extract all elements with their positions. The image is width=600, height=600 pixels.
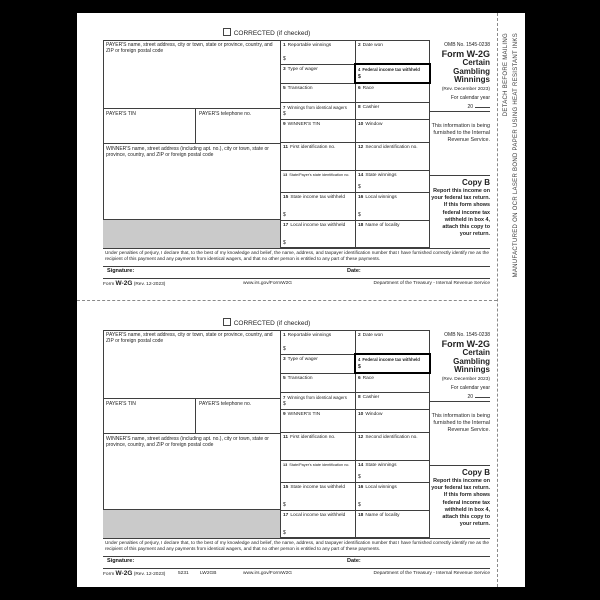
- box-9-winners-tin: [280, 409, 355, 432]
- box-label: Race: [362, 375, 374, 381]
- box-2-date-won: [355, 40, 430, 64]
- box-4-federal-income-tax-withheld: [354, 63, 431, 84]
- form-w2g-copy-top: [77, 28, 525, 298]
- payer-telephone-label: PAYER'S telephone no.: [199, 400, 252, 407]
- signature-top-line: [103, 266, 490, 267]
- box-number: 18: [358, 512, 364, 518]
- box-3-type-of-wager: [280, 64, 355, 83]
- box-label: State/Payer's state identification no.: [289, 172, 350, 177]
- calendar-year-label: For calendar year: [450, 94, 490, 101]
- omb-number: OMB No. 1545-0238: [444, 332, 490, 338]
- box-number: 17: [283, 222, 289, 228]
- form-name: Form W-2G: [441, 49, 490, 59]
- dollar-sign: $: [358, 184, 361, 191]
- box-number: 14: [358, 172, 364, 178]
- manufactured-paper-text: MANUFACTURED ON OCR LASER BOND PAPER USING HEAT RESISTANT INKS: [512, 33, 519, 278]
- box-number: 7: [283, 394, 286, 400]
- winner-name-address-label: WINNER'S name, street address (including apt. no.), city or town, state or province, country, and ZIP or foreign postal code: [106, 145, 269, 158]
- box-5-transaction: [280, 83, 355, 102]
- year-blank-line: [475, 102, 490, 108]
- form-sheet-page: [77, 13, 525, 587]
- form-revision: (Rev. December 2023): [441, 86, 490, 92]
- side-stub-text: [502, 33, 522, 283]
- footer-form-word: Form: [103, 572, 115, 577]
- box-number: 14: [358, 462, 364, 468]
- box-1-reportable-winnings: [280, 330, 355, 354]
- box-17-local-income-tax-withheld: [280, 220, 355, 248]
- payer-name-address-box: [103, 40, 280, 108]
- box-1-reportable-winnings: [280, 40, 355, 64]
- box-label: State income tax withheld: [290, 484, 346, 490]
- form-name: Form W-2G: [441, 339, 490, 349]
- copy-b-instructions: Report this income on your federal tax return. If this form shows federal income tax withheld in box 4, attach this copy to your return.: [431, 188, 490, 238]
- box-number: 3: [283, 66, 286, 72]
- payer-tin-box: [103, 108, 195, 143]
- box-13-state-payer-id: [280, 460, 355, 482]
- year-blank-line: [475, 392, 490, 398]
- box-label: Federal income tax withheld: [362, 356, 420, 362]
- box-label: Type of wager: [287, 356, 318, 362]
- dollar-sign: $: [358, 474, 361, 481]
- box-13-state-payer-id: [280, 170, 355, 192]
- calendar-year-label: For calendar year: [450, 384, 490, 391]
- box-label: Reportable winnings: [287, 332, 332, 338]
- box-number: 11: [283, 144, 289, 150]
- perforation-line-vertical: [497, 13, 498, 587]
- box-11-first-identification: [280, 432, 355, 460]
- box-7-winnings-identical-wagers: [280, 102, 355, 119]
- box-number: 12: [358, 144, 364, 150]
- box-label: Name of locality: [365, 222, 400, 228]
- box-label: First identification no.: [290, 144, 336, 150]
- box-label: Local winnings: [365, 194, 397, 200]
- footer-department: Department of the Treasury - Internal Revenue Service: [373, 281, 490, 286]
- box-number: 8: [358, 394, 361, 400]
- payer-name-address-label: PAYER'S name, street address, city or town, state or province, country, and ZIP or foreign postal code: [106, 41, 273, 54]
- box-6-race: [355, 373, 430, 392]
- box-number: 16: [358, 484, 364, 490]
- box-number: 9: [283, 121, 286, 127]
- payer-name-address-box: [103, 330, 280, 398]
- box-label: Winnings from identical wagers: [287, 104, 347, 110]
- footer-form-number: W-2G: [115, 280, 133, 287]
- detach-before-mailing-text: DETACH BEFORE MAILING: [503, 33, 509, 117]
- form-header-column: [430, 330, 490, 400]
- form-header-column: [430, 40, 490, 110]
- payer-telephone-box: [195, 108, 280, 143]
- box-5-transaction: [280, 373, 355, 392]
- box-number: 7: [283, 104, 286, 110]
- box-15-state-income-tax-withheld: [280, 192, 355, 220]
- signature-label: Signature:: [107, 268, 135, 274]
- footer-irs-url: www.irs.gov/FormW2G: [243, 281, 293, 286]
- box-number: 13: [283, 462, 288, 467]
- form-title: Certain Gambling Winnings: [453, 58, 490, 84]
- box-label: Date won: [362, 332, 383, 338]
- box-label: Second identification no.: [365, 434, 418, 440]
- box-label: State/Payer's state identification no.: [289, 462, 350, 467]
- box-label: Local winnings: [365, 484, 397, 490]
- box-2-date-won: [355, 330, 430, 354]
- winner-name-address-label: WINNER'S name, street address (including apt. no.), city or town, state or province, country, and ZIP or foreign postal code: [106, 435, 269, 448]
- box-15-state-income-tax-withheld: [280, 482, 355, 510]
- box-14-state-winnings: [355, 170, 430, 192]
- box-label: WINNER'S TIN: [287, 121, 321, 127]
- footer-form-revision: (Rev. 12-2023): [133, 282, 166, 287]
- box-12-second-identification: [355, 432, 430, 460]
- dollar-sign: $: [358, 74, 361, 81]
- signature-bottom-line: [103, 568, 490, 569]
- dollar-sign: $: [283, 401, 286, 408]
- box-6-race: [355, 83, 430, 102]
- box-3-type-of-wager: [280, 354, 355, 373]
- box-number: 15: [283, 194, 289, 200]
- box-label: Transaction: [287, 375, 313, 381]
- box-number: 4: [358, 66, 361, 72]
- box-7-winnings-identical-wagers: [280, 392, 355, 409]
- table-bottom-line: [103, 248, 490, 249]
- footer-print-code-2: LW2GB: [200, 571, 217, 576]
- box-number: 13: [283, 172, 288, 177]
- dollar-sign: $: [283, 212, 286, 219]
- footer-form-id: [103, 280, 165, 287]
- box-16-local-winnings: [355, 192, 430, 220]
- copy-b-instructions: Report this income on your federal tax return. If this form shows federal income tax withheld in box 4, attach this copy to your return.: [431, 478, 490, 528]
- omb-number: OMB No. 1545-0238: [444, 42, 490, 48]
- box-label: Window: [365, 121, 383, 127]
- box-label: Transaction: [287, 85, 313, 91]
- right-column-divider: [429, 465, 490, 466]
- signature-label: Signature:: [107, 558, 135, 564]
- box-label: Cashier: [362, 394, 380, 400]
- box-number: 5: [283, 85, 286, 91]
- corrected-checkbox: [223, 28, 231, 36]
- box-number: 5: [283, 375, 286, 381]
- box-14-state-winnings: [355, 460, 430, 482]
- payer-name-address-label: PAYER'S name, street address, city or town, state or province, country, and ZIP or foreign postal code: [106, 331, 273, 344]
- box-number: 15: [283, 484, 289, 490]
- box-11-first-identification: [280, 142, 355, 170]
- perjury-statement: Under penalties of perjury, I declare that, to the best of my knowledge and belief, the name, address, and taxpayer identification number that I have furnished correctly identify me as the recipient of this payment and any payments from identical wagers, and that no other person is entitled to any part of these payments.: [105, 540, 489, 551]
- box-number: 1: [283, 42, 286, 48]
- box-label: Cashier: [362, 104, 380, 110]
- dollar-sign: $: [358, 364, 361, 371]
- box-number: 18: [358, 222, 364, 228]
- box-label: State winnings: [365, 172, 397, 178]
- box-number: 2: [358, 42, 361, 48]
- footer-form-word: Form: [103, 282, 115, 287]
- box-number: 10: [358, 411, 364, 417]
- furnish-note: This information is being furnished to the Internal Revenue Service.: [431, 123, 490, 144]
- box-number: 2: [358, 332, 361, 338]
- winner-name-address-box: [103, 433, 280, 509]
- footer-department: Department of the Treasury - Internal Revenue Service: [373, 571, 490, 576]
- form-w2g-copy-bottom: [77, 318, 525, 588]
- date-label: Date:: [347, 558, 361, 564]
- box-10-window: [355, 409, 430, 432]
- box-label: Second identification no.: [365, 144, 418, 150]
- box-12-second-identification: [355, 142, 430, 170]
- year-prefix: 20: [467, 393, 473, 400]
- box-label: First identification no.: [290, 434, 336, 440]
- shaded-reserved-box: [103, 219, 280, 248]
- dollar-sign: $: [358, 212, 361, 219]
- dollar-sign: $: [283, 346, 286, 353]
- dollar-sign: $: [283, 502, 286, 509]
- corrected-label: CORRECTED (if checked): [233, 320, 311, 327]
- footer-form-id: [103, 570, 165, 577]
- box-number: 6: [358, 85, 361, 91]
- box-label: Federal income tax withheld: [362, 66, 420, 72]
- box-label: Reportable winnings: [287, 42, 332, 48]
- corrected-checkbox: [223, 318, 231, 326]
- dollar-sign: $: [358, 502, 361, 509]
- box-label: Local income tax withheld: [290, 222, 346, 228]
- box-number: 9: [283, 411, 286, 417]
- right-column-divider: [429, 111, 490, 112]
- box-label: Race: [362, 85, 374, 91]
- box-label: Name of locality: [365, 512, 400, 518]
- payer-tin-label: PAYER'S TIN: [106, 400, 136, 407]
- corrected-row: [103, 318, 430, 327]
- dollar-sign: $: [283, 240, 286, 247]
- payer-tin-label: PAYER'S TIN: [106, 110, 136, 117]
- box-label: Winnings from identical wagers: [287, 394, 347, 400]
- box-label: Type of wager: [287, 66, 318, 72]
- perjury-statement: Under penalties of perjury, I declare that, to the best of my knowledge and belief, the name, address, and taxpayer identification number that I have furnished correctly identify me as the recipient of this payment and any payments from identical wagers, and that no other person is entitled to any part of these payments.: [105, 250, 489, 261]
- shaded-reserved-box: [103, 509, 280, 538]
- corrected-row: [103, 28, 430, 37]
- furnish-note: This information is being furnished to the Internal Revenue Service.: [431, 413, 490, 434]
- box-18-name-of-locality: [355, 220, 430, 248]
- corrected-label: CORRECTED (if checked): [233, 30, 311, 37]
- dollar-sign: $: [283, 530, 286, 537]
- box-8-cashier: [355, 392, 430, 409]
- year-prefix: 20: [467, 103, 473, 110]
- dollar-sign: $: [283, 56, 286, 63]
- right-column-divider: [429, 175, 490, 176]
- box-label: Date won: [362, 42, 383, 48]
- dollar-sign: $: [283, 111, 286, 118]
- box-number: 17: [283, 512, 289, 518]
- box-4-federal-income-tax-withheld: [354, 353, 431, 374]
- footer-form-number: W-2G: [115, 570, 133, 577]
- box-label: Window: [365, 411, 383, 417]
- payer-tin-box: [103, 398, 195, 433]
- box-9-winners-tin: [280, 119, 355, 142]
- year-line: [430, 392, 490, 400]
- perforation-line-horizontal: [77, 300, 497, 301]
- box-number: 8: [358, 104, 361, 110]
- box-16-local-winnings: [355, 482, 430, 510]
- box-number: 6: [358, 375, 361, 381]
- box-label: State winnings: [365, 462, 397, 468]
- payer-telephone-label: PAYER'S telephone no.: [199, 110, 252, 117]
- box-10-window: [355, 119, 430, 142]
- year-line: [430, 102, 490, 110]
- box-8-cashier: [355, 102, 430, 119]
- date-label: Date:: [347, 268, 361, 274]
- footer-form-revision: (Rev. 12-2023): [133, 572, 166, 577]
- box-label: State income tax withheld: [290, 194, 346, 200]
- copy-b-label: Copy B: [462, 468, 490, 477]
- box-18-name-of-locality: [355, 510, 430, 538]
- box-17-local-income-tax-withheld: [280, 510, 355, 538]
- payer-telephone-box: [195, 398, 280, 433]
- box-label: WINNER'S TIN: [287, 411, 321, 417]
- copy-b-label: Copy B: [462, 178, 490, 187]
- winner-name-address-box: [103, 143, 280, 219]
- box-number: 1: [283, 332, 286, 338]
- footer-print-code-1: 5231: [178, 571, 189, 576]
- box-label: Local income tax withheld: [290, 512, 346, 518]
- box-number: 16: [358, 194, 364, 200]
- signature-top-line: [103, 556, 490, 557]
- form-revision: (Rev. December 2023): [441, 376, 490, 382]
- signature-bottom-line: [103, 278, 490, 279]
- box-number: 4: [358, 356, 361, 362]
- footer-irs-url: www.irs.gov/FormW2G: [243, 571, 293, 576]
- box-number: 3: [283, 356, 286, 362]
- box-number: 12: [358, 434, 364, 440]
- box-number: 10: [358, 121, 364, 127]
- form-title: Certain Gambling Winnings: [453, 348, 490, 374]
- box-number: 11: [283, 434, 289, 440]
- table-bottom-line: [103, 538, 490, 539]
- right-column-divider: [429, 401, 490, 402]
